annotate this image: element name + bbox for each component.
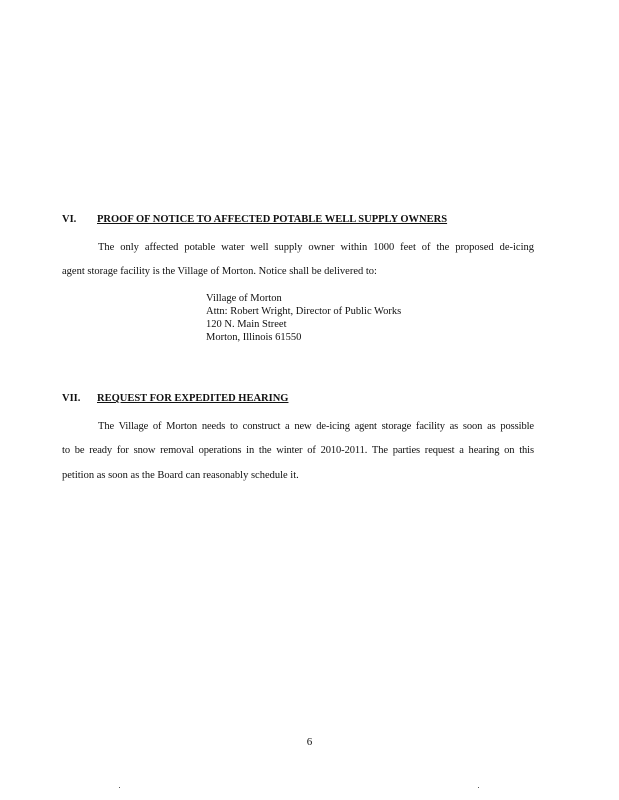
section-vii-heading: [62, 393, 288, 404]
scan-speck-left: [119, 787, 120, 788]
section-vi-number: VI.: [62, 214, 77, 225]
section-vii-title: REQUEST FOR EXPEDITED HEARING: [97, 393, 289, 404]
section-vi-title: PROOF OF NOTICE TO AFFECTED POTABLE WELL SUPPLY OWNERS: [97, 214, 448, 225]
scan-speck-right: [478, 787, 479, 788]
notice-address-block: [206, 292, 401, 344]
section-vii-number: VII.: [62, 393, 81, 404]
address-line-name: Village of Morton: [206, 293, 282, 304]
address-line-attn: Attn: Robert Wright, Director of Public Works: [206, 306, 402, 317]
section-vi-paragraph-line-2: agent storage facility is the Village of Morton. Notice shall be delivered to:: [62, 266, 377, 277]
section-vi-paragraph-line-1: The only affected potable water well supply owner within 1000 feet of the proposed de-icing: [98, 242, 534, 253]
page-number: 6: [306, 736, 313, 748]
section-vi-heading: [62, 214, 447, 225]
section-vii-paragraph-line-1: The Village of Morton needs to construct a new de-icing agent storage facility as soon as possible: [98, 421, 534, 432]
address-line-city: Morton, Illinois 61550: [206, 332, 302, 343]
section-vii-paragraph-line-3: petition as soon as the Board can reasonably schedule it.: [62, 470, 299, 481]
address-line-street: 120 N. Main Street: [206, 319, 287, 330]
section-vii-paragraph-line-2: to be ready for snow removal operations in the winter of 2010-2011. The parties request a hearing on this: [62, 445, 534, 456]
